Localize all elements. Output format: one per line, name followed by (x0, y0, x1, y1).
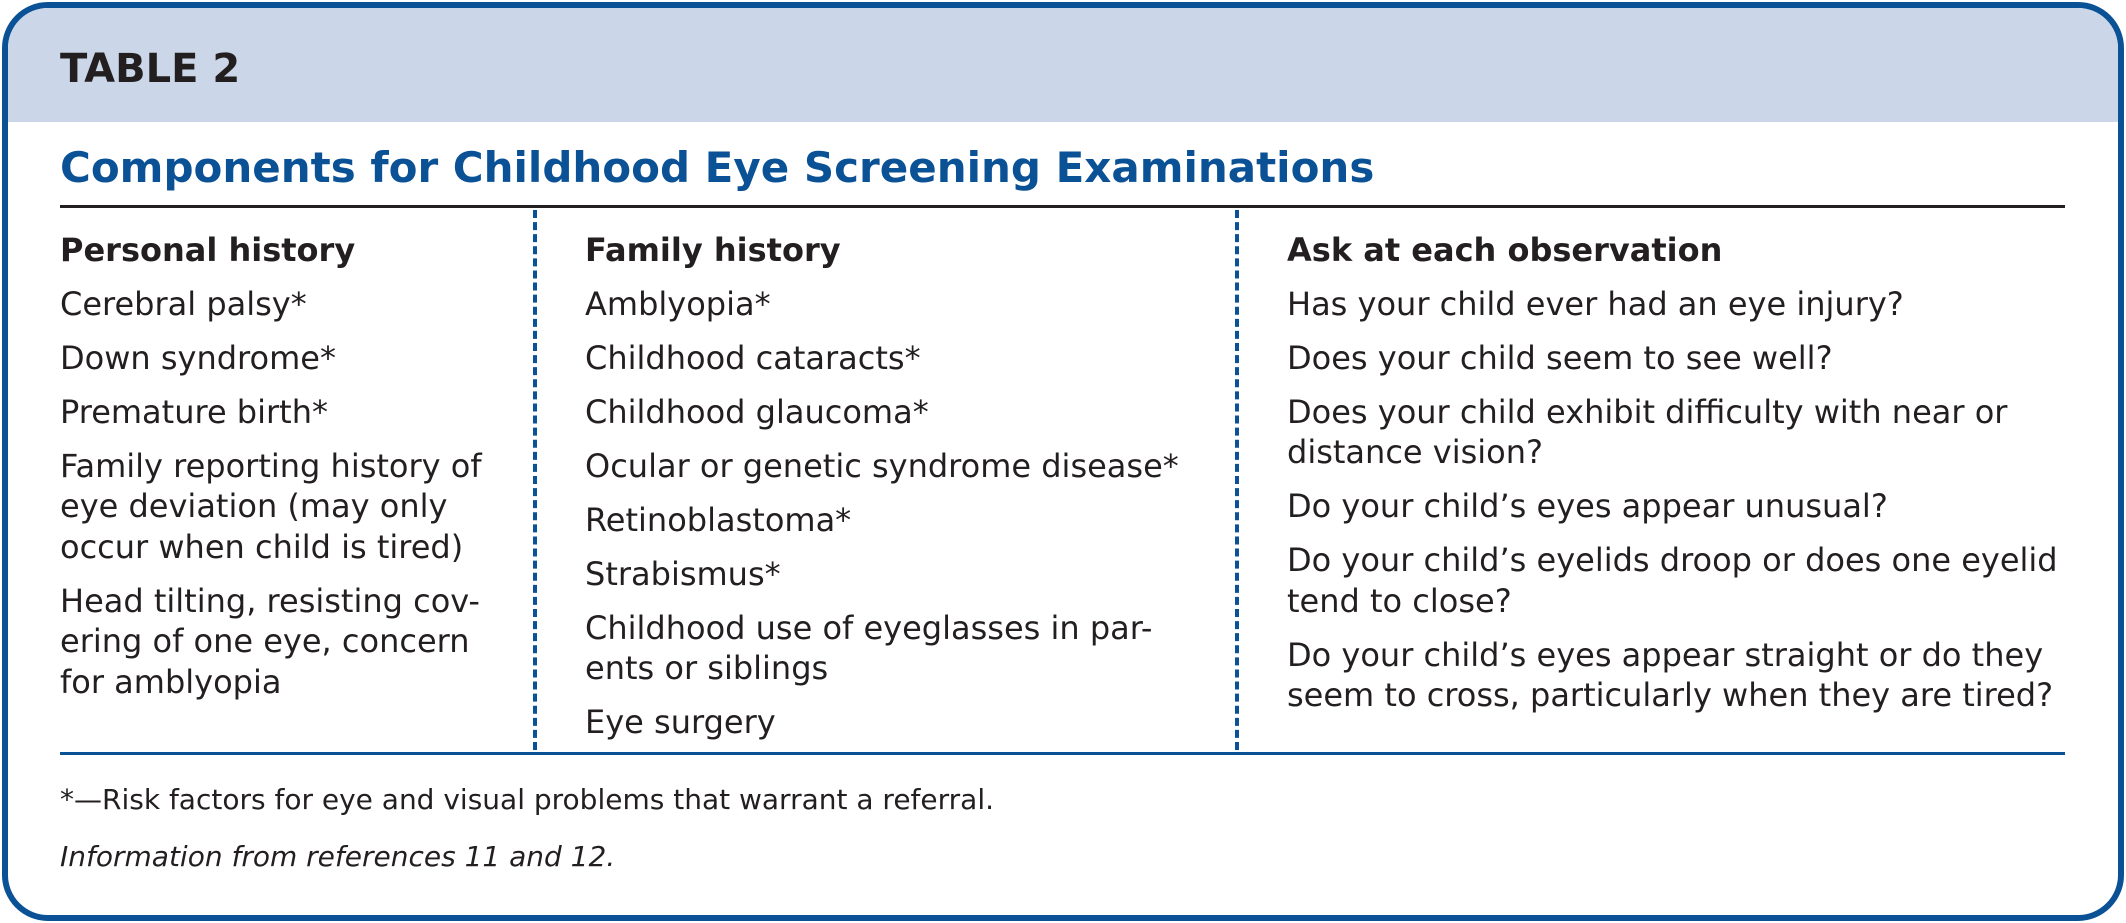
column-heading: Ask at each observation (1287, 231, 1723, 269)
list-item: Childhood glaucoma* (585, 392, 929, 431)
header-band (8, 8, 2118, 122)
column-divider-1 (533, 210, 537, 750)
list-item: Amblyopia* (585, 284, 771, 323)
table-frame (2, 2, 2124, 921)
list-item: Cerebral palsy* (60, 284, 307, 323)
list-item: Eye surgery (585, 703, 776, 741)
item-list (585, 284, 1210, 743)
list-item: Family reporting history of eye deviation (may only occur when child is tired) (60, 446, 482, 566)
list-item: Childhood cataracts* (585, 338, 921, 377)
item-list (60, 284, 500, 703)
column-family-history (585, 230, 1210, 756)
source-note: Information from references 11 and 12. (60, 840, 616, 873)
list-item: Down syndrome* (60, 338, 336, 377)
list-item: Has your child ever had an eye injury? (1287, 284, 1904, 323)
list-item: Does your child exhibit difficulty with near or distance vision? (1287, 392, 2008, 471)
column-heading: Family history (585, 231, 841, 269)
column-ask-at-each-observation (1287, 230, 2062, 729)
bottom-rule (60, 752, 2065, 755)
table-label: TABLE 2 (60, 46, 241, 92)
list-item: Do your child’s eyes appear unusual? (1287, 487, 1888, 525)
top-rule (60, 205, 2065, 208)
item-list (1287, 284, 2062, 716)
list-item: Premature birth* (60, 392, 328, 431)
list-item: Strabismus* (585, 554, 781, 593)
list-item: Retinoblastoma* (585, 500, 852, 539)
list-item: Does your child seem to see well? (1287, 338, 1833, 377)
table-title: Components for Childhood Eye Screening Examinations (60, 143, 1375, 192)
list-item: Head tilting, resisting cov-ering of one eye, concern for amblyopia (60, 581, 480, 701)
list-item: Do your child’s eyes appear straight or do they seem to cross, particularly when they are tired? (1287, 635, 2054, 714)
column-personal-history (60, 230, 500, 716)
list-item: Childhood use of eyeglasses in par-ents or siblings (585, 608, 1153, 687)
list-item: Do your child’s eyelids droop or does one eyelid tend to close? (1287, 541, 2058, 620)
column-divider-2 (1235, 210, 1239, 750)
list-item: Ocular or genetic syndrome disease* (585, 446, 1179, 485)
footnote: *—Risk factors for eye and visual problems that warrant a referral. (60, 783, 994, 816)
column-heading: Personal history (60, 231, 356, 269)
